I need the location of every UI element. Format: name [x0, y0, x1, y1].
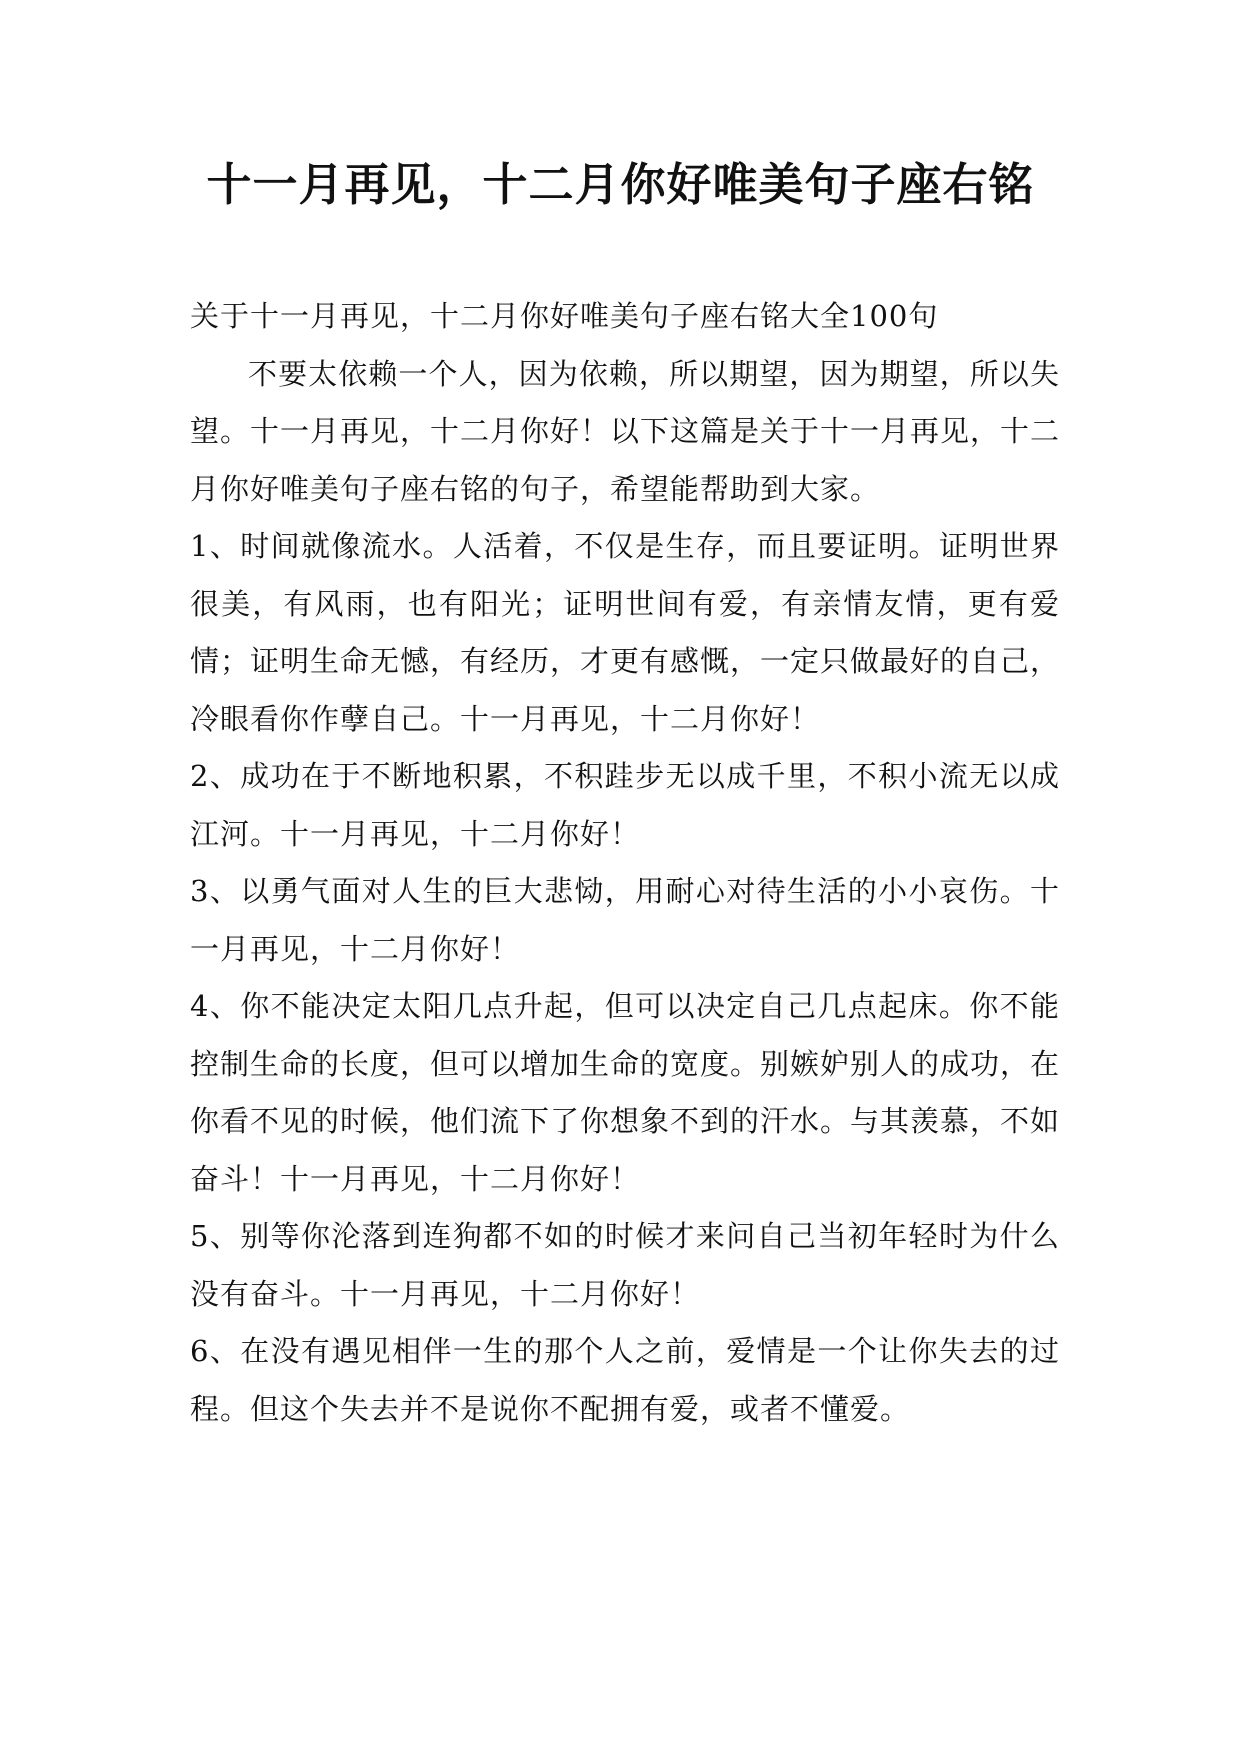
list-item: 6、在没有遇见相伴一生的那个人之前，爱情是一个让你失去的过程。但这个失去并不是说你不配拥有爱，或者不懂爱。: [190, 1334, 1060, 1426]
list-item: 4、你不能决定太阳几点升起，但可以决定自己几点起床。你不能控制生命的长度，但可以增加生命的宽度。别嫉妒别人的成功，在你看不见的时候，他们流下了你想象不到的汗水。与其羡慕，不如奋斗！十一月再见，十二月你好！: [190, 989, 1061, 1196]
document-title: 十一月再见，十二月你好唯美句子座右铭: [206, 158, 1035, 211]
list-item: 1、时间就像流水。人活着，不仅是生存，而且要证明。证明世界很美，有风雨，也有阳光；证明世间有爱，有亲情友情，更有爱情；证明生命无憾，有经历，才更有感慨，一定只做最好的自己，冷眼看你作孽自己。十一月再见，十二月你好！: [190, 529, 1061, 736]
list-item: 3、以勇气面对人生的巨大悲恸，用耐心对待生活的小小哀伤。十一月再见，十二月你好！: [190, 874, 1060, 966]
list-item: 5、别等你沦落到连狗都不如的时候才来问自己当初年轻时为什么没有奋斗。十一月再见，十二月你好！: [190, 1219, 1060, 1311]
intro-paragraph: 不要太依赖一个人，因为依赖，所以期望，因为期望，所以失望。十一月再见，十二月你好！以下这篇是关于十一月再见，十二月你好唯美句子座右铭的句子，希望能帮助到大家。: [190, 356, 1061, 506]
document-subtitle: 关于十一月再见，十二月你好唯美句子座右铭大全100句: [190, 299, 939, 333]
list-item: 2、成功在于不断地积累，不积跬步无以成千里，不积小流无以成江河。十一月再见，十二月你好！: [190, 759, 1060, 851]
document-body: [190, 288, 1060, 1438]
